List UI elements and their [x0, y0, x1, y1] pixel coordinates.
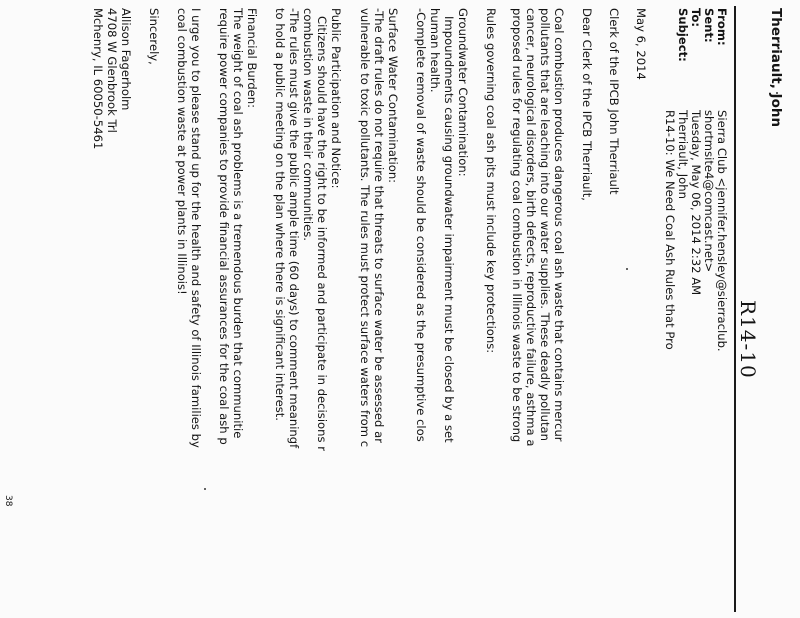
signature-line: Allison Fagerholm — [119, 8, 133, 111]
groundwater-line: Impoundments causing groundwater impairment must be closed by a set — [442, 16, 456, 443]
financial-line: The weight of coal ash problems is a tremendous burden that communitie — [231, 8, 245, 439]
public-line: Citizens should have the right to be informed and participate in decisions r — [315, 16, 329, 451]
letter-recipient: Clerk of the IPCB John Therriault — [607, 8, 621, 195]
urge-line: coal combustion waste at power plants in Illinois! — [175, 8, 189, 295]
public-line: combustion waste in their communities. — [301, 8, 315, 241]
page-number: 38 — [3, 495, 13, 507]
field-value-subject: Therriault, John — [676, 110, 690, 199]
field-label-from: From: — [715, 8, 729, 46]
public-line: to hold a public meeting on the plan where there is significant interest. — [273, 8, 287, 421]
sender-name: Therriault, John — [768, 8, 784, 128]
financial-heading: Financial Burden: — [245, 8, 259, 109]
groundwater-heading: Groundwater Contamination: — [456, 8, 470, 177]
scan-speck — [626, 268, 628, 270]
rules-line: Rules governing coal ash pits must include key protections: — [484, 8, 498, 354]
intro-line: proposed rules for regulating coal combustion in Illinois waste to be strong — [510, 8, 524, 443]
surface-line: vulnerable to toxic pollutants. The rules must protect surface waters from c — [358, 8, 372, 448]
field-label-subject: Subject: — [676, 8, 690, 62]
field-value-to: Tuesday, May 06, 2014 2:32 AM — [689, 110, 703, 296]
field-label-to: To: — [689, 8, 703, 27]
public-line: -The rules must give the public ample time (60 days) to comment meaningf — [287, 8, 301, 449]
signature-line: Mchenry, IL 60050-5461 — [91, 8, 105, 150]
intro-line: pollutants that are leaching into our water supplies. These deadly pollutan — [538, 8, 552, 441]
scan-speck — [204, 488, 206, 490]
public-heading: Public Participation and Notice: — [329, 8, 343, 189]
groundwater-line: human health. — [428, 8, 442, 93]
intro-line: Coal combustion produces dangerous coal ash waste that contains mercur — [552, 8, 566, 442]
surface-heading: Surface Water Contamination: — [386, 8, 400, 184]
document-code: R14-10 — [736, 300, 760, 379]
field-value-sent: shortmsite4@comcast.net> — [702, 110, 716, 273]
urge-line: I urge you to please stand up for the health and safety of Illinois families by — [189, 8, 203, 448]
field-value-from: Sierra Club <jennifer.hensley@sierraclub. — [715, 110, 729, 352]
field-label-sent: Sent: — [702, 8, 716, 43]
financial-line: require power companies to provide financial assurances for the coal ash p — [217, 8, 231, 445]
surface-line: -The draft rules do not require that threats to surface water be assessed ar — [372, 8, 386, 443]
closing: Sincerely, — [147, 8, 161, 65]
signature-line: 4708 W Glenbrook Trl — [105, 8, 119, 133]
intro-line: cancer, neurological disorders, birth defects, reproductive failure, asthma a — [524, 8, 538, 447]
groundwater-line: -Complete removal of waste should be considered as the presumptive clos — [414, 8, 428, 442]
letter-date: May 6, 2014 — [634, 8, 648, 80]
field-value-subject-line: R14-10: We Need Coal Ash Rules that Pro — [663, 110, 677, 350]
letter-salutation: Dear Clerk of the IPCB Therriault, — [580, 8, 594, 201]
